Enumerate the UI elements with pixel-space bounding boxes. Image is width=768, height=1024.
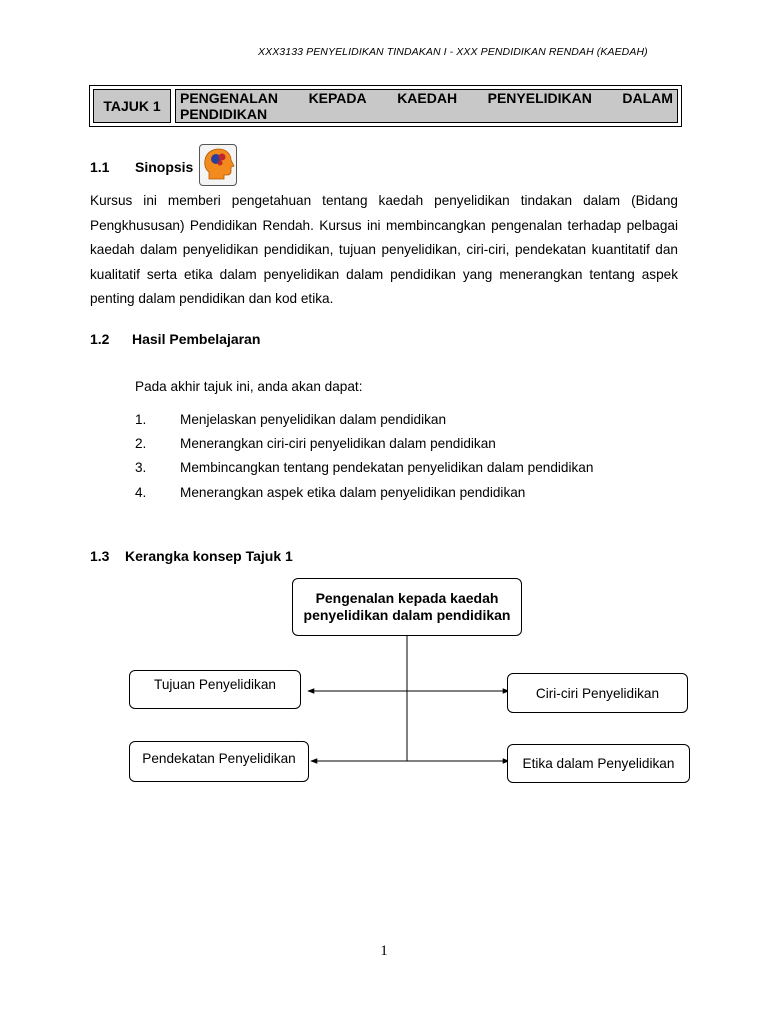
concept-box-pendekatan: Pendekatan Penyelidikan <box>129 741 309 782</box>
objective-number: 1. <box>135 412 147 427</box>
topic-label: TAJUK 1 <box>93 89 171 123</box>
concept-box-tujuan: Tujuan Penyelidikan <box>129 670 301 709</box>
concept-box-etika: Etika dalam Penyelidikan <box>507 744 690 783</box>
objective-text: Menjelaskan penyelidikan dalam pendidikan <box>180 412 447 427</box>
objectives-intro: Pada akhir tajuk ini, anda akan dapat: <box>135 379 363 394</box>
concept-box-ciri: Ciri-ciri Penyelidikan <box>507 673 688 713</box>
running-header: XXX3133 PENYELIDIKAN TINDAKAN I - XXX PENDIDIKAN RENDAH (KAEDAH) <box>258 46 648 58</box>
section-heading-kerangka: Kerangka konsep Tajuk 1 <box>125 548 293 564</box>
objective-text: Membincangkan tentang pendekatan penyelidikan dalam pendidikan <box>180 460 594 475</box>
topic-title-line2: PENDIDIKAN <box>180 106 268 122</box>
concept-center-line1: Pengenalan kepada kaedah <box>315 590 499 606</box>
title-word: KEPADA <box>308 90 367 106</box>
title-word: PENGENALAN <box>180 90 279 106</box>
objective-text: Menerangkan aspek etika dalam penyelidikan pendidikan <box>180 485 526 500</box>
section-number-1-2: 1.2 <box>90 331 110 347</box>
section-number-1-3: 1.3 <box>90 548 110 564</box>
concept-center-box <box>292 578 522 636</box>
page-number: 1 <box>380 943 388 959</box>
title-word: DALAM <box>622 90 673 106</box>
objective-number: 3. <box>135 460 147 475</box>
objective-number: 4. <box>135 485 147 500</box>
title-word: PENYELIDIKAN <box>487 90 592 106</box>
section-heading-sinopsis: Sinopsis <box>135 159 194 175</box>
sinopsis-paragraph: Kursus ini memberi pengetahuan tentang kaedah penyelidikan tindakan dalam (Bidang Pengkhususan) Pendidikan Rendah. Kursus ini membincangkan pengenalan terhadap pelbagai kaedah dalam penyelidikan pendidikan, tujuan penyelidikan, ciri-ciri, pendekatan kuantitatif dan kualitatif serta etika dalam penyelidikan dalam pendidikan yang menerangkan tentang aspek penting dalam pendidikan dan kod etika. <box>90 193 678 306</box>
section-heading-hasil: Hasil Pembelajaran <box>132 331 261 347</box>
section-number-1-1: 1.1 <box>90 159 110 175</box>
objective-number: 2. <box>135 436 147 451</box>
objective-text: Menerangkan ciri-ciri penyelidikan dalam pendidikan <box>180 436 496 451</box>
concept-center-line2: penyelidikan dalam pendidikan <box>303 607 511 623</box>
title-word: KAEDAH <box>397 90 458 106</box>
